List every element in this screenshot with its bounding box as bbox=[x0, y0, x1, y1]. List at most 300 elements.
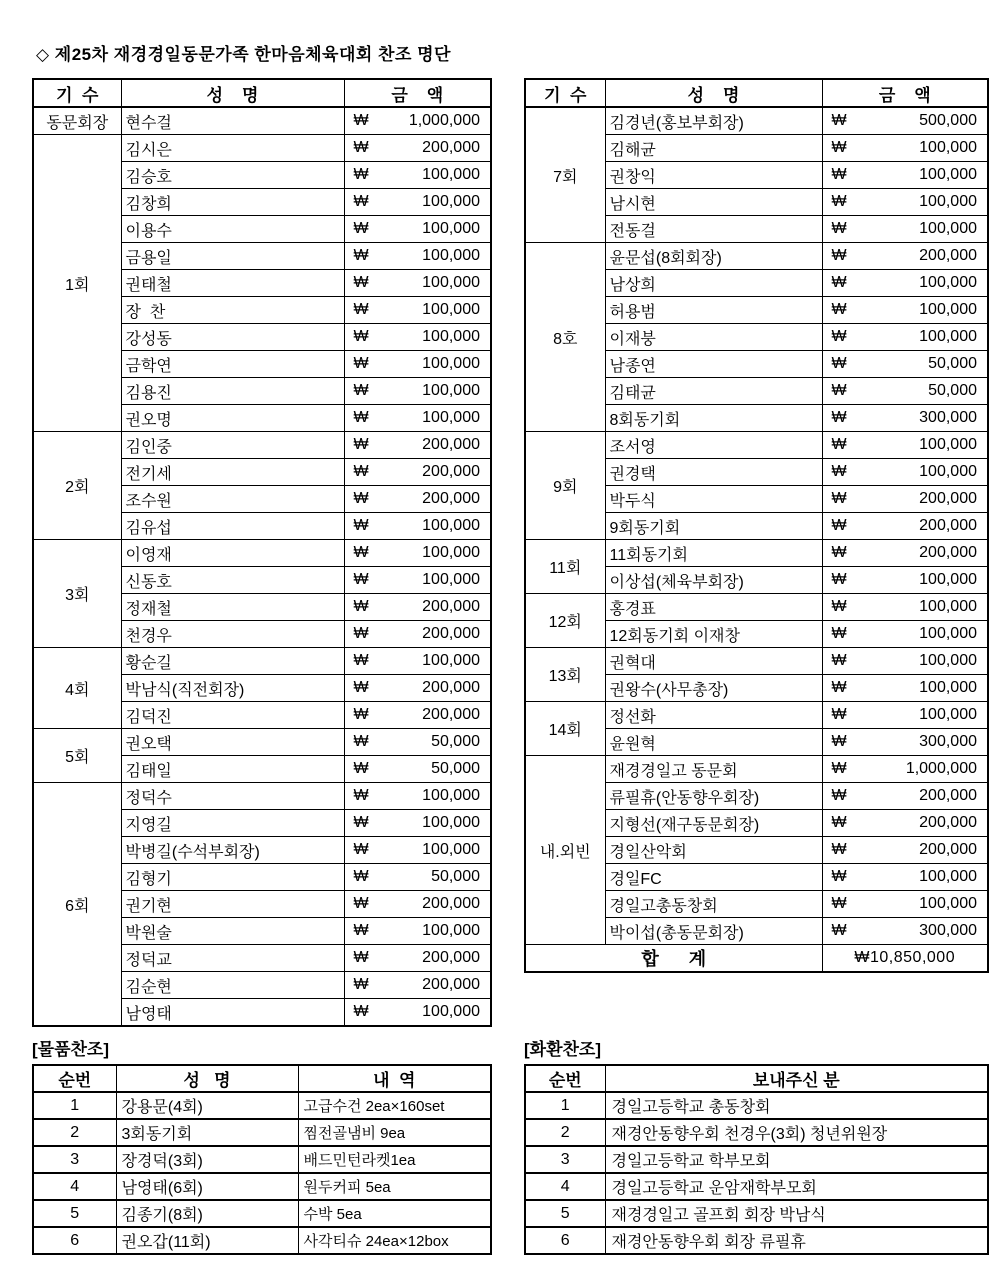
header-amount: 금 액 bbox=[822, 79, 988, 107]
amount-wrap bbox=[345, 112, 491, 130]
amount-wrap bbox=[345, 301, 491, 319]
won-symbol: ₩ bbox=[831, 490, 847, 507]
donor-row bbox=[525, 594, 988, 621]
amount-value: 200,000 bbox=[422, 949, 480, 966]
donor-amount bbox=[822, 324, 988, 351]
cell-detail: 찜전골냄비 9ea bbox=[298, 1119, 491, 1146]
donor-amount bbox=[822, 810, 988, 837]
donor-amount bbox=[344, 486, 491, 513]
won-symbol: ₩ bbox=[353, 733, 369, 750]
won-symbol: ₩ bbox=[831, 598, 847, 615]
amount-value: 200,000 bbox=[422, 598, 480, 615]
won-symbol: ₩ bbox=[831, 139, 847, 156]
donor-row bbox=[33, 783, 491, 810]
donor-amount bbox=[344, 135, 491, 162]
amount-wrap bbox=[823, 679, 988, 697]
class-group-label: 12회 bbox=[525, 594, 605, 648]
donor-amount bbox=[822, 837, 988, 864]
amount-value: 100,000 bbox=[919, 463, 977, 480]
won-symbol: ₩ bbox=[831, 436, 847, 453]
amount-wrap bbox=[345, 868, 491, 886]
donor-amount bbox=[344, 107, 491, 135]
donor-amount bbox=[344, 648, 491, 675]
donor-amount bbox=[344, 729, 491, 756]
donor-name: 김태일 bbox=[121, 756, 344, 783]
donor-name: 권기현 bbox=[121, 891, 344, 918]
donor-amount bbox=[822, 216, 988, 243]
donor-name: 김경년(홍보부회장) bbox=[605, 107, 822, 135]
donor-name: 박병길(수석부회장) bbox=[121, 837, 344, 864]
amount-wrap bbox=[823, 490, 988, 508]
donor-name: 12회동기회 이재창 bbox=[605, 621, 822, 648]
donor-amount bbox=[822, 135, 988, 162]
amount-value: 100,000 bbox=[422, 382, 480, 399]
amount-value: 100,000 bbox=[422, 544, 480, 561]
cell-no: 2 bbox=[33, 1119, 116, 1146]
cell-no: 4 bbox=[33, 1173, 116, 1200]
amount-value: 100,000 bbox=[422, 922, 480, 939]
amount-wrap bbox=[345, 328, 491, 346]
donor-amount bbox=[822, 864, 988, 891]
won-symbol: ₩ bbox=[353, 787, 369, 804]
donor-amount bbox=[344, 351, 491, 378]
donor-amount bbox=[344, 216, 491, 243]
cell-sender: 재경안동향우회 회장 류필휴 bbox=[605, 1227, 988, 1254]
amount-value: 1,000,000 bbox=[905, 760, 977, 777]
cell-name: 권오갑(11회) bbox=[116, 1227, 298, 1254]
donor-name: 박두식 bbox=[605, 486, 822, 513]
amount-wrap bbox=[345, 517, 491, 535]
donor-name: 박남식(직전회장) bbox=[121, 675, 344, 702]
amount-wrap bbox=[823, 652, 988, 670]
donor-name: 금용일 bbox=[121, 243, 344, 270]
won-symbol: ₩ bbox=[831, 328, 847, 345]
class-group-label: 5회 bbox=[33, 729, 121, 783]
won-symbol: ₩ bbox=[353, 409, 369, 426]
donor-amount bbox=[344, 621, 491, 648]
amount-wrap bbox=[345, 355, 491, 373]
donor-name: 신동호 bbox=[121, 567, 344, 594]
won-symbol: ₩ bbox=[353, 301, 369, 318]
class-group-label: 11회 bbox=[525, 540, 605, 594]
donor-name: 김인중 bbox=[121, 432, 344, 459]
amount-value: 200,000 bbox=[422, 976, 480, 993]
cell-sender: 재경안동향우회 천경우(3회) 청년위원장 bbox=[605, 1119, 988, 1146]
cell-name: 남영태(6회) bbox=[116, 1173, 298, 1200]
goods-table bbox=[32, 1064, 492, 1255]
donor-name: 류필휴(안동향우회장) bbox=[605, 783, 822, 810]
amount-wrap bbox=[823, 625, 988, 643]
class-group-label: 동문회장 bbox=[33, 107, 121, 135]
amount-wrap bbox=[823, 382, 988, 400]
won-symbol: ₩ bbox=[831, 922, 847, 939]
amount-wrap bbox=[823, 814, 988, 832]
amount-value: 50,000 bbox=[431, 760, 480, 777]
donor-name: 박원술 bbox=[121, 918, 344, 945]
cell-sender: 경일고등학교 학부모회 bbox=[605, 1146, 988, 1173]
cell-name: 3회동기회 bbox=[116, 1119, 298, 1146]
amount-wrap bbox=[823, 301, 988, 319]
class-group-label: 6회 bbox=[33, 783, 121, 1027]
donor-name: 김태균 bbox=[605, 378, 822, 405]
won-symbol: ₩ bbox=[353, 868, 369, 885]
cell-sender: 경일고등학교 운암재학부모회 bbox=[605, 1173, 988, 1200]
cell-detail: 배드민턴라켓1ea bbox=[298, 1146, 491, 1173]
class-group-label: 내.외빈 bbox=[525, 756, 605, 945]
class-group-label: 8호 bbox=[525, 243, 605, 432]
amount-value: 200,000 bbox=[919, 247, 977, 264]
donor-name: 허용범 bbox=[605, 297, 822, 324]
cell-no: 5 bbox=[525, 1200, 605, 1227]
class-group-label: 9회 bbox=[525, 432, 605, 540]
donor-amount bbox=[822, 729, 988, 756]
amount-value: 100,000 bbox=[422, 301, 480, 318]
donor-row bbox=[525, 756, 988, 783]
goods-section-title: [물품찬조] bbox=[32, 1040, 110, 1059]
amount-value: 200,000 bbox=[422, 625, 480, 642]
wreath-table bbox=[524, 1064, 989, 1255]
donor-amount bbox=[822, 459, 988, 486]
list-row bbox=[33, 1119, 491, 1146]
donor-amount bbox=[344, 324, 491, 351]
amount-value: 500,000 bbox=[919, 112, 977, 129]
amount-value: 200,000 bbox=[919, 517, 977, 534]
amount-value: 100,000 bbox=[919, 139, 977, 156]
donor-amount bbox=[344, 540, 491, 567]
amount-value: 100,000 bbox=[422, 814, 480, 831]
cell-no: 4 bbox=[525, 1173, 605, 1200]
won-symbol: ₩ bbox=[353, 355, 369, 372]
cell-no: 5 bbox=[33, 1200, 116, 1227]
header-class: 기 수 bbox=[33, 79, 121, 107]
amount-value: 100,000 bbox=[919, 301, 977, 318]
list-row bbox=[525, 1227, 988, 1254]
donor-amount bbox=[344, 972, 491, 999]
cell-name: 강용문(4회) bbox=[116, 1092, 298, 1119]
donor-name: 김용진 bbox=[121, 378, 344, 405]
donor-amount bbox=[344, 702, 491, 729]
donor-name: 이영재 bbox=[121, 540, 344, 567]
header-class: 기 수 bbox=[525, 79, 605, 107]
cell-no: 2 bbox=[525, 1119, 605, 1146]
amount-wrap bbox=[345, 220, 491, 238]
won-symbol: ₩ bbox=[831, 814, 847, 831]
won-symbol: ₩ bbox=[353, 814, 369, 831]
won-symbol: ₩ bbox=[353, 1003, 369, 1020]
donor-name: 권창익 bbox=[605, 162, 822, 189]
won-symbol: ₩ bbox=[353, 598, 369, 615]
won-symbol: ₩ bbox=[353, 571, 369, 588]
won-symbol: ₩ bbox=[831, 760, 847, 777]
donor-amount bbox=[822, 513, 988, 540]
amount-value: 100,000 bbox=[919, 166, 977, 183]
header-detail: 내 역 bbox=[298, 1065, 491, 1092]
won-symbol: ₩ bbox=[353, 328, 369, 345]
donor-row bbox=[525, 702, 988, 729]
won-symbol: ₩ bbox=[353, 220, 369, 237]
won-symbol: ₩ bbox=[353, 193, 369, 210]
donor-row bbox=[525, 648, 988, 675]
header-amount: 금 액 bbox=[344, 79, 491, 107]
amount-value: 100,000 bbox=[422, 841, 480, 858]
amount-wrap bbox=[345, 679, 491, 697]
amount-wrap bbox=[345, 193, 491, 211]
amount-wrap bbox=[823, 463, 988, 481]
amount-value: 100,000 bbox=[422, 409, 480, 426]
cell-no: 6 bbox=[525, 1227, 605, 1254]
cell-sender: 경일고등학교 총동창회 bbox=[605, 1092, 988, 1119]
amount-wrap bbox=[345, 382, 491, 400]
amount-value: 200,000 bbox=[919, 544, 977, 561]
amount-wrap bbox=[345, 544, 491, 562]
document-title: ◇ 제25차 재경경일동문가족 한마음체육대회 찬조 명단 bbox=[36, 45, 451, 64]
list-row bbox=[525, 1173, 988, 1200]
donor-amount bbox=[344, 783, 491, 810]
donor-row bbox=[525, 432, 988, 459]
amount-wrap bbox=[345, 841, 491, 859]
amount-wrap bbox=[345, 247, 491, 265]
amount-value: 50,000 bbox=[431, 868, 480, 885]
won-symbol: ₩ bbox=[831, 571, 847, 588]
won-symbol: ₩ bbox=[353, 436, 369, 453]
cell-detail: 원두커피 5ea bbox=[298, 1173, 491, 1200]
donor-name: 홍경표 bbox=[605, 594, 822, 621]
donor-row bbox=[33, 107, 491, 135]
donor-name: 김시은 bbox=[121, 135, 344, 162]
donor-amount bbox=[344, 405, 491, 432]
won-symbol: ₩ bbox=[831, 787, 847, 804]
header-row bbox=[525, 79, 988, 107]
donor-row bbox=[33, 729, 491, 756]
donor-name: 남종연 bbox=[605, 351, 822, 378]
donor-name: 권왕수(사무총장) bbox=[605, 675, 822, 702]
donor-amount bbox=[822, 540, 988, 567]
donor-amount bbox=[344, 162, 491, 189]
cell-no: 1 bbox=[525, 1092, 605, 1119]
donor-name: 황순길 bbox=[121, 648, 344, 675]
amount-wrap bbox=[345, 976, 491, 994]
amount-value: 100,000 bbox=[422, 355, 480, 372]
header-name: 성 명 bbox=[121, 79, 344, 107]
amount-value: 300,000 bbox=[919, 922, 977, 939]
amount-value: 100,000 bbox=[919, 274, 977, 291]
amount-wrap bbox=[823, 220, 988, 238]
amount-wrap bbox=[823, 868, 988, 886]
amount-value: 200,000 bbox=[919, 787, 977, 804]
won-symbol: ₩ bbox=[831, 301, 847, 318]
amount-wrap bbox=[345, 598, 491, 616]
won-symbol: ₩ bbox=[353, 490, 369, 507]
list-row bbox=[33, 1092, 491, 1119]
donor-amount bbox=[344, 513, 491, 540]
donor-name: 경일고총동창회 bbox=[605, 891, 822, 918]
donor-amount bbox=[344, 594, 491, 621]
donor-amount bbox=[344, 810, 491, 837]
amount-wrap bbox=[345, 706, 491, 724]
header-row bbox=[33, 79, 491, 107]
donor-amount bbox=[822, 783, 988, 810]
won-symbol: ₩ bbox=[353, 517, 369, 534]
donor-name: 박이섭(총동문회장) bbox=[605, 918, 822, 945]
won-symbol: ₩ bbox=[353, 247, 369, 264]
list-row bbox=[33, 1146, 491, 1173]
list-row bbox=[33, 1227, 491, 1254]
amount-value: 1,000,000 bbox=[408, 112, 480, 129]
donor-name: 강성동 bbox=[121, 324, 344, 351]
amount-value: 100,000 bbox=[919, 652, 977, 669]
won-symbol: ₩ bbox=[831, 652, 847, 669]
cell-no: 6 bbox=[33, 1227, 116, 1254]
amount-wrap bbox=[823, 922, 988, 940]
amount-wrap bbox=[345, 787, 491, 805]
won-symbol: ₩ bbox=[831, 463, 847, 480]
donor-amount bbox=[344, 864, 491, 891]
amount-value: 200,000 bbox=[422, 463, 480, 480]
donor-name: 금학연 bbox=[121, 351, 344, 378]
donor-name: 김형기 bbox=[121, 864, 344, 891]
amount-value: 300,000 bbox=[919, 733, 977, 750]
cell-no: 1 bbox=[33, 1092, 116, 1119]
donor-name: 전동걸 bbox=[605, 216, 822, 243]
won-symbol: ₩ bbox=[353, 139, 369, 156]
won-symbol: ₩ bbox=[831, 895, 847, 912]
amount-value: 100,000 bbox=[422, 1003, 480, 1020]
donor-name: 김승호 bbox=[121, 162, 344, 189]
won-symbol: ₩ bbox=[353, 166, 369, 183]
cell-name: 장경덕(3회) bbox=[116, 1146, 298, 1173]
donation-table-right bbox=[524, 78, 989, 973]
donor-amount bbox=[822, 918, 988, 945]
amount-value: 100,000 bbox=[919, 571, 977, 588]
won-symbol: ₩ bbox=[831, 166, 847, 183]
donor-name: 김해균 bbox=[605, 135, 822, 162]
amount-wrap bbox=[823, 355, 988, 373]
amount-value: 200,000 bbox=[919, 841, 977, 858]
donor-name: 김창희 bbox=[121, 189, 344, 216]
donor-name: 전기세 bbox=[121, 459, 344, 486]
amount-wrap bbox=[823, 787, 988, 805]
amount-wrap bbox=[345, 274, 491, 292]
won-symbol: ₩ bbox=[831, 868, 847, 885]
total-label: 합 계 bbox=[525, 945, 822, 973]
amount-value: 200,000 bbox=[422, 679, 480, 696]
donor-amount bbox=[822, 270, 988, 297]
donor-amount bbox=[344, 432, 491, 459]
amount-value: 300,000 bbox=[919, 409, 977, 426]
amount-value: 200,000 bbox=[422, 139, 480, 156]
amount-value: 200,000 bbox=[422, 490, 480, 507]
amount-value: 100,000 bbox=[422, 274, 480, 291]
donor-amount bbox=[822, 675, 988, 702]
amount-value: 100,000 bbox=[919, 193, 977, 210]
list-row bbox=[525, 1146, 988, 1173]
won-symbol: ₩ bbox=[831, 220, 847, 237]
amount-wrap bbox=[345, 490, 491, 508]
amount-value: 100,000 bbox=[422, 571, 480, 588]
donor-row bbox=[33, 648, 491, 675]
amount-value: 100,000 bbox=[422, 247, 480, 264]
donor-row bbox=[525, 107, 988, 135]
donor-amount bbox=[822, 594, 988, 621]
won-symbol: ₩ bbox=[831, 382, 847, 399]
donation-tables-row bbox=[32, 78, 985, 1027]
cell-detail: 수박 5ea bbox=[298, 1200, 491, 1227]
donor-amount bbox=[344, 999, 491, 1027]
donor-name: 권경택 bbox=[605, 459, 822, 486]
class-group-label: 1회 bbox=[33, 135, 121, 432]
amount-wrap bbox=[823, 328, 988, 346]
amount-wrap bbox=[823, 274, 988, 292]
donor-name: 11회동기회 bbox=[605, 540, 822, 567]
amount-value: 100,000 bbox=[422, 652, 480, 669]
cell-no: 3 bbox=[33, 1146, 116, 1173]
donor-amount bbox=[344, 459, 491, 486]
donor-amount bbox=[822, 567, 988, 594]
donor-name: 장 찬 bbox=[121, 297, 344, 324]
class-group-label: 2회 bbox=[33, 432, 121, 540]
amount-wrap bbox=[823, 166, 988, 184]
donor-name: 정덕교 bbox=[121, 945, 344, 972]
won-symbol: ₩ bbox=[353, 274, 369, 291]
donor-amount bbox=[822, 162, 988, 189]
won-symbol: ₩ bbox=[831, 625, 847, 642]
amount-wrap bbox=[345, 814, 491, 832]
amount-wrap bbox=[345, 463, 491, 481]
amount-wrap bbox=[823, 247, 988, 265]
donor-amount bbox=[822, 243, 988, 270]
amount-value: 200,000 bbox=[919, 490, 977, 507]
amount-value: 100,000 bbox=[919, 868, 977, 885]
donor-amount bbox=[344, 189, 491, 216]
amount-wrap bbox=[345, 625, 491, 643]
list-row bbox=[525, 1119, 988, 1146]
total-amount: ₩10,850,000 bbox=[822, 945, 988, 973]
cell-detail: 사각티슈 24ea×12box bbox=[298, 1227, 491, 1254]
amount-wrap bbox=[823, 517, 988, 535]
won-symbol: ₩ bbox=[353, 463, 369, 480]
class-group-label: 7회 bbox=[525, 107, 605, 243]
donor-row bbox=[525, 540, 988, 567]
amount-wrap bbox=[823, 409, 988, 427]
bottom-sections-row bbox=[32, 1035, 985, 1255]
donor-row bbox=[33, 540, 491, 567]
amount-value: 50,000 bbox=[928, 355, 977, 372]
donor-name: 김덕진 bbox=[121, 702, 344, 729]
amount-value: 100,000 bbox=[919, 328, 977, 345]
header-no: 순번 bbox=[33, 1065, 116, 1092]
amount-value: 100,000 bbox=[422, 166, 480, 183]
amount-wrap bbox=[823, 544, 988, 562]
donor-amount bbox=[344, 378, 491, 405]
amount-value: 100,000 bbox=[919, 598, 977, 615]
donor-name: 김유섭 bbox=[121, 513, 344, 540]
amount-wrap bbox=[345, 949, 491, 967]
won-symbol: ₩ bbox=[353, 679, 369, 696]
amount-wrap bbox=[345, 733, 491, 751]
amount-value: 200,000 bbox=[422, 436, 480, 453]
donor-name: 정덕수 bbox=[121, 783, 344, 810]
cell-name: 김종기(8회) bbox=[116, 1200, 298, 1227]
amount-value: 100,000 bbox=[422, 193, 480, 210]
donor-amount bbox=[344, 567, 491, 594]
donor-amount bbox=[822, 621, 988, 648]
donor-amount bbox=[822, 702, 988, 729]
donor-name: 9회동기회 bbox=[605, 513, 822, 540]
wreath-section bbox=[524, 1035, 989, 1255]
won-symbol: ₩ bbox=[831, 193, 847, 210]
amount-value: 100,000 bbox=[919, 895, 977, 912]
donor-name: 이재붕 bbox=[605, 324, 822, 351]
